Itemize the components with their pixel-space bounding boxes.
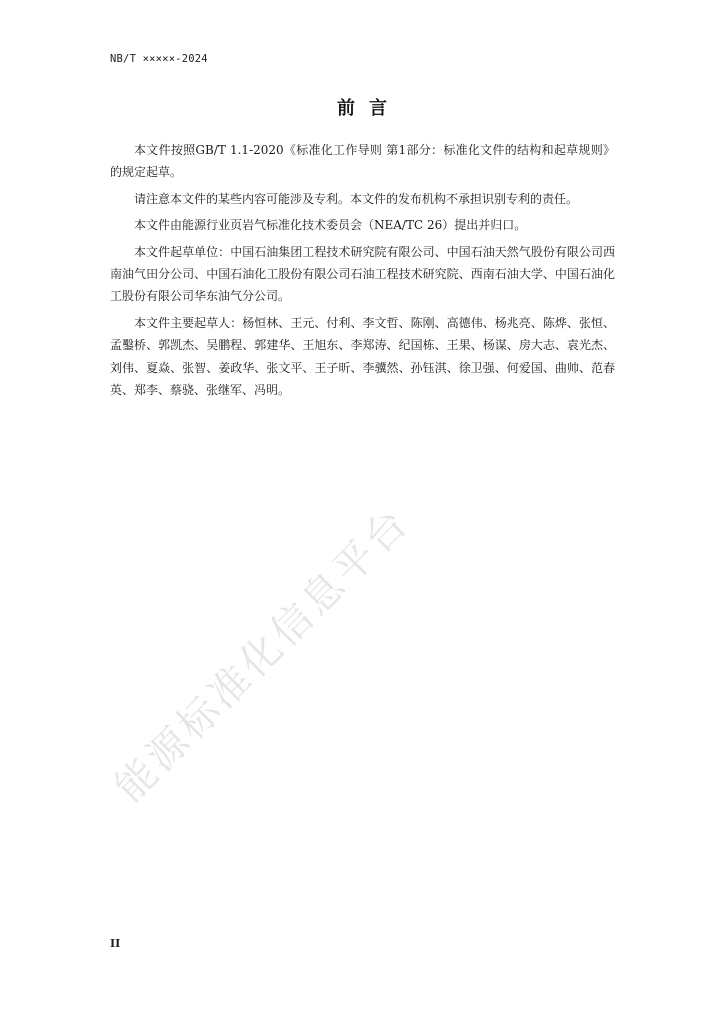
watermark-text: 能源标准化信息平台	[106, 498, 420, 812]
paragraph-proposer: 本文件由能源行业页岩气标准化技术委员会（NEA/TC 26）提出并归口。	[134, 218, 527, 233]
paragraph-drafting-rules: 本文件按照GB/T 1.1-2020《标准化工作导则 第1部分：标准化文件的结构和起草规则》的规定起草。	[110, 143, 615, 180]
paragraph-patent-notice: 请注意本文件的某些内容可能涉及专利。本文件的发布机构不承担识别专利的责任。	[134, 191, 579, 206]
foreword-body	[110, 139, 615, 405]
document-code: NB/T ×××××-2024	[110, 53, 208, 65]
paragraph-drafters: 本文件主要起草人：杨恒林、王元、付利、李文哲、陈刚、高德伟、杨兆亮、陈烨、张恒、孟鑿桥、郭凯杰、吴鹏程、郭建华、王旭东、李郑涛、纪国栋、王果、杨谋、房大志、袁光杰、刘伟、夏焱、张智、姜政华、张文平、王子昕、李骥然、孙钰淇、徐卫强、何爱国、曲帅、范春英、郑李、蔡骁、张继军、冯明。	[110, 315, 615, 398]
paragraph-drafting-units: 本文件起草单位：中国石油集团工程技术研究院有限公司、中国石油天然气股份有限公司西南油气田分公司、中国石油化工股份有限公司石油工程技术研究院、西南石油大学、中国石油化工股份有限公司华东油气分公司。	[110, 244, 615, 304]
page-number: II	[110, 937, 121, 950]
page-title: 前言	[337, 98, 401, 119]
